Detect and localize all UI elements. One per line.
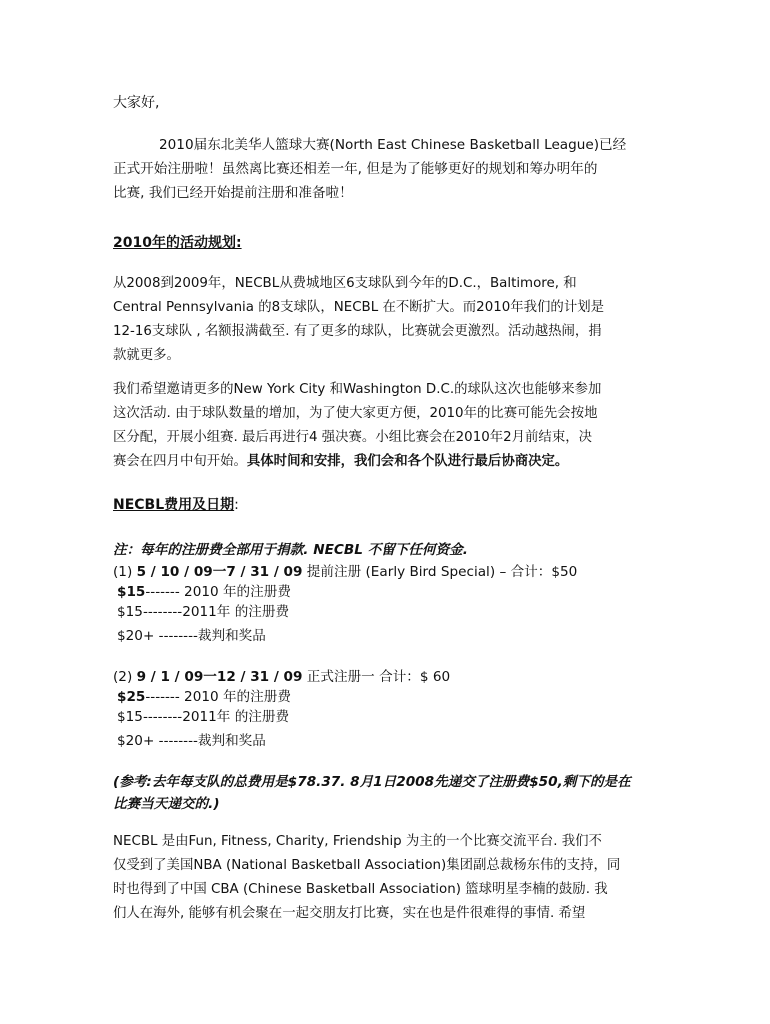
plan-emphasis: 具体时间和安排，我们会和各个队进行最后协商决定。 [246,454,569,469]
plan-paragraph-1 [113,272,661,368]
reference-line: (参考:去年每支队的总费用是$78.37. 8月1日2008先递交了注册费$50,剩下的是在 [113,774,631,790]
plan-line: 我们希望邀请更多的New York City 和Washington D.C.的球队这次也能够来参加 [113,382,602,397]
fees-note [113,538,661,558]
plan-text: 赛会在四月中旬开始。 [113,454,247,469]
about-line: 们人在海外, 能够有机会聚在一起交朋友打比赛，实在也是件很难得的事情. 希望 [113,906,586,921]
fees-heading [113,494,661,514]
plan-heading [113,232,661,252]
intro-line: 2010届东北美华人篮球大赛(North East Chinese Basketball League)已经 [159,137,627,153]
registration-type: 提前注册 (Early Bird Special) – 合计：$50 [302,564,578,580]
donation-note: 注：每年的注册费全部用于捐款. NECBL 不留下任何资金. [113,542,468,558]
fee-item: $20+ --------裁判和奖品 [117,733,266,749]
about-paragraph [113,830,661,926]
plan-line: 这次活动. 由于球队数量的增加，为了使大家更方便，2010年的比赛可能先会按地 [113,406,598,421]
about-line: 时也得到了中国 CBA (Chinese Basketball Association) 篮球明星李楠的鼓励. 我 [113,882,608,897]
greeting [113,92,661,112]
item-number: (1) [113,564,137,580]
fee-item [113,687,661,707]
fee-item [113,582,661,602]
reference-note [113,771,661,815]
plan-line [113,450,661,474]
plan-line: 款就更多。 [113,348,180,363]
about-line: 仅受到了美国NBA (National Basketball Association)集团副总裁杨东伟的支持，同 [113,858,621,873]
date-range: 9 / 1 / 09一12 / 31 / 09 [136,669,303,685]
plan-line: 区分配，开展小组赛. 最后再进行4 强决赛。小组比赛会在2010年2月前结束，决 [113,430,592,445]
greeting-text: 大家好, [113,95,160,111]
fee-amount: $25 [117,689,146,705]
heading-colon: : [234,497,239,513]
plan-line: 12-16支球队 , 名额报满截至. 有了更多的球队，比赛就会更激烈。活动越热闹，捐 [113,324,602,339]
intro-paragraph [113,133,661,205]
plan-line: Central Pennsylvania 的8支球队，NECBL 在不断扩大。而2010年我们的计划是 [113,300,604,315]
section-heading: 2010年的活动规划: [113,235,242,251]
plan-line: 从2008到2009年，NECBL从费城地区6支球队到今年的D.C.，Baltimore, 和 [113,276,577,291]
reference-line: 比赛当天递交的.) [113,796,220,812]
date-range: 5 / 10 / 09一7 / 31 / 09 [136,564,303,580]
early-bird-section [113,562,661,646]
fee-amount: $15 [117,584,146,600]
fee-item: $15--------2011年 的注册费 [117,604,290,620]
item-number: (2) [113,669,137,685]
plan-paragraph-2 [113,378,661,474]
fee-item: $20+ --------裁判和奖品 [117,628,266,644]
registration-type: 正式注册一 合计：$ 60 [302,669,451,685]
intro-line: 比赛, 我们已经开始提前注册和准备啦！ [113,185,353,201]
fee-item: $15--------2011年 的注册费 [117,709,290,725]
fee-description: ------- 2010 年的注册费 [145,689,291,705]
fee-description: ------- 2010 年的注册费 [145,584,291,600]
regular-section [113,667,661,751]
intro-line: 正式开始注册啦！虽然离比赛还相差一年, 但是为了能够更好的规划和筹办明年的 [113,161,598,177]
section-heading: NECBL费用及日期 [113,497,235,513]
about-line: NECBL 是由Fun, Fitness, Charity, Friendship 为主的一个比赛交流平台. 我们不 [113,834,602,849]
